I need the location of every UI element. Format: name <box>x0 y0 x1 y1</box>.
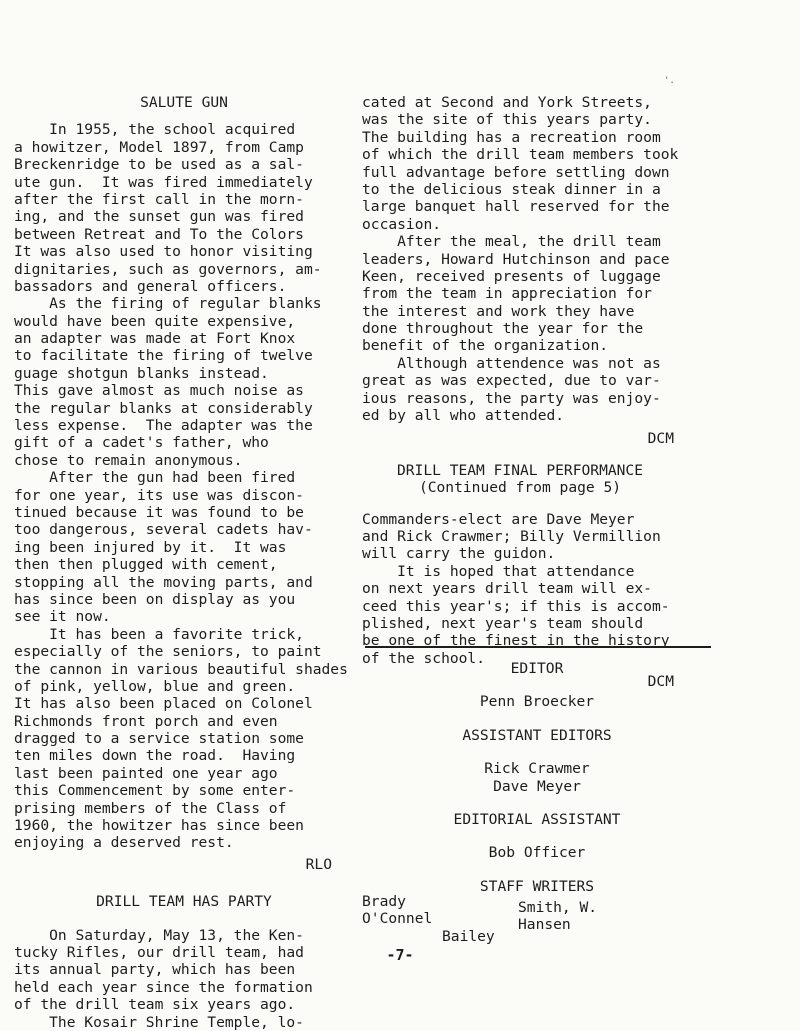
salute-gun-line: It has also been placed on Colonel <box>14 695 313 713</box>
salute-gun-line: less expense. The adapter was the <box>14 417 313 435</box>
drill-party-line: of which the drill team members took <box>362 146 679 164</box>
page-number: -7- <box>386 946 414 964</box>
drill-final-body <box>362 511 702 668</box>
salute-gun-line: of pink, yellow, blue and green. <box>14 677 296 695</box>
salute-gun-line: chose to remain anonymous. <box>14 451 243 469</box>
salute-gun-line: then then plugged with cement, <box>14 556 278 574</box>
drill-final-line: and Rick Crawmer; Billy Vermillion <box>362 528 661 546</box>
drill-party-line: to the delicious steak dinner in a <box>362 180 661 198</box>
salute-gun-line: ute gun. It was fired immediately <box>14 173 313 191</box>
salute-gun-line: a howitzer, Model 1897, from Camp <box>14 138 304 156</box>
salute-gun-line: It has been a favorite trick, <box>14 625 304 643</box>
salute-gun-title: SALUTE GUN <box>140 94 228 111</box>
salute-gun-line: would have been quite expensive, <box>14 312 296 330</box>
staff-writer-oconnel: O'Connel <box>362 910 433 927</box>
assistant-editor-1: Rick Crawmer <box>484 760 590 778</box>
salute-gun-line: this Commencement by some enter- <box>14 782 296 800</box>
salute-gun-line: prising members of the Class of <box>14 799 287 817</box>
salute-gun-line: see it now. <box>14 608 111 626</box>
salute-gun-line: Richmonds front porch and even <box>14 712 278 730</box>
right-column <box>362 94 702 691</box>
masthead-divider <box>365 646 711 648</box>
drill-final-line: of the school. <box>362 649 486 667</box>
salute-gun-line: between Retreat and To the Colors <box>14 225 304 243</box>
drill-party-line: the interest and work they have <box>362 302 635 320</box>
salute-gun-line: In 1955, the school acquired <box>14 121 296 139</box>
salute-gun-line: last been painted one year ago <box>14 764 278 782</box>
drill-party-line: done throughout the year for the <box>362 320 644 338</box>
salute-gun-line: has since been on display as you <box>14 590 296 608</box>
editorial-assistant-name: Bob Officer <box>488 844 586 862</box>
salute-gun-line: ing been injured by it. It was <box>14 538 287 556</box>
salute-gun-line: after the first call in the morn- <box>14 190 304 208</box>
salute-gun-line: to facilitate the firing of twelve <box>14 347 313 365</box>
salute-gun-line: ten miles down the road. Having <box>14 747 296 765</box>
salute-gun-line: 1960, the howitzer has since been <box>14 817 304 835</box>
drill-party-line: its annual party, which has been <box>14 961 296 979</box>
drill-party-line: The building has a recreation room <box>362 128 661 146</box>
stray-mark: '. <box>664 76 675 86</box>
salute-gun-line: As the firing of regular blanks <box>14 295 322 313</box>
salute-gun-line: stopping all the moving parts, and <box>14 573 313 591</box>
salute-gun-line: tinued because it was found to be <box>14 504 304 521</box>
drill-final-line: will carry the guidon. <box>362 545 556 563</box>
staff-writers-heading: STAFF WRITERS <box>479 877 595 895</box>
salute-gun-initials: RLO <box>305 855 332 873</box>
drill-final-line: Commanders-elect are Dave Meyer <box>362 510 635 528</box>
editor-name: Penn Broecker <box>479 693 595 711</box>
drill-party-line: held each year since the formation <box>14 978 313 996</box>
salute-gun-line: After the gun had been fired <box>14 469 296 487</box>
drill-party-line: benefit of the organization. <box>362 337 609 355</box>
salute-gun-line: This gave almost as much noise as <box>14 382 304 400</box>
drill-party-line: ed by all who attended. <box>362 407 565 425</box>
drill-party-line: ious reasons, the party was enjoy- <box>362 389 661 407</box>
staff-writer-bailey: Bailey <box>442 928 495 945</box>
drill-party-line: large banquet hall reserved for the <box>362 198 670 216</box>
drill-party-line: leaders, Howard Hutchinson and pace <box>362 250 670 268</box>
drill-final-line: on next years drill team will ex- <box>362 580 652 598</box>
staff-writer-hansen: Hansen <box>518 916 571 933</box>
salute-gun-line: bassadors and general officers. <box>14 277 287 295</box>
salute-gun-line: too dangerous, several cadets hav- <box>14 521 313 539</box>
drill-party-line: of the drill team six years ago. <box>14 996 296 1014</box>
drill-party-line: tucky Rifles, our drill team, had <box>14 944 304 961</box>
drill-party-line: was the site of this years party. <box>362 111 652 129</box>
drill-party-line: cated at Second and York Streets, <box>362 94 652 111</box>
drill-party-line: great as was expected, due to var- <box>362 372 661 390</box>
staff-writer-smith: Smith, W. <box>518 899 598 916</box>
drill-final-title: DRILL TEAM FINAL PERFORMANCE <box>396 461 643 479</box>
drill-final-line: plished, next year's team should <box>362 614 644 632</box>
drill-party-line: The Kosair Shrine Temple, lo- <box>14 1013 304 1031</box>
salute-gun-line: guage shotgun blanks instead. <box>14 364 269 382</box>
salute-gun-line: dignitaries, such as governors, am- <box>14 260 322 278</box>
drill-final-line: ceed this year's; if this is accom- <box>362 597 670 615</box>
drill-party-line: Keen, received presents of luggage <box>362 267 661 285</box>
masthead <box>362 660 712 895</box>
drill-party-body-left <box>14 927 354 1031</box>
salute-gun-line: an adapter was made at Fort Knox <box>14 330 296 348</box>
editor-heading: EDITOR <box>510 660 564 677</box>
salute-gun-line: Breckenridge to be used as a sal- <box>14 156 304 174</box>
salute-gun-line: the cannon in various beautiful shades <box>14 660 348 678</box>
salute-gun-line: ing, and the sunset gun was fired <box>14 208 304 226</box>
editorial-assistant-heading: EDITORIAL ASSISTANT <box>453 811 621 829</box>
drill-party-line: occasion. <box>362 215 442 233</box>
drill-party-line: Although attendence was not as <box>362 354 661 372</box>
drill-party-title: DRILL TEAM HAS PARTY <box>96 893 272 911</box>
drill-party-line: full advantage before settling down <box>362 163 670 181</box>
salute-gun-line: It was also used to honor visiting <box>14 243 313 261</box>
drill-party-line: After the meal, the drill team <box>362 233 661 251</box>
salute-gun-line: dragged to a service station some <box>14 730 304 748</box>
left-column <box>14 94 354 1031</box>
drill-party-line: On Saturday, May 13, the Ken- <box>14 926 304 944</box>
salute-gun-line: for one year, its use was discon- <box>14 486 304 504</box>
drill-party-body-right <box>362 94 702 424</box>
drill-party-initials: DCM <box>647 430 674 448</box>
staff-writer-brady: Brady <box>362 893 406 910</box>
salute-gun-line: especially of the seniors, to paint <box>14 643 322 661</box>
salute-gun-body <box>14 121 354 851</box>
salute-gun-line: the regular blanks at considerably <box>14 399 313 417</box>
salute-gun-line: gift of a cadet's father, who <box>14 434 269 452</box>
drill-final-line: be one of the finest in the history <box>362 632 670 650</box>
drill-final-subtitle: (Continued from page 5) <box>418 479 622 497</box>
salute-gun-line: enjoying a deserved rest. <box>14 834 234 852</box>
drill-final-line: It is hoped that attendance <box>362 562 635 580</box>
assistant-editors-heading: ASSISTANT EDITORS <box>462 726 612 744</box>
assistant-editor-2: Dave Meyer <box>493 777 581 795</box>
drill-party-line: from the team in appreciation for <box>362 285 652 303</box>
drill-final-initials: DCM <box>647 673 674 691</box>
